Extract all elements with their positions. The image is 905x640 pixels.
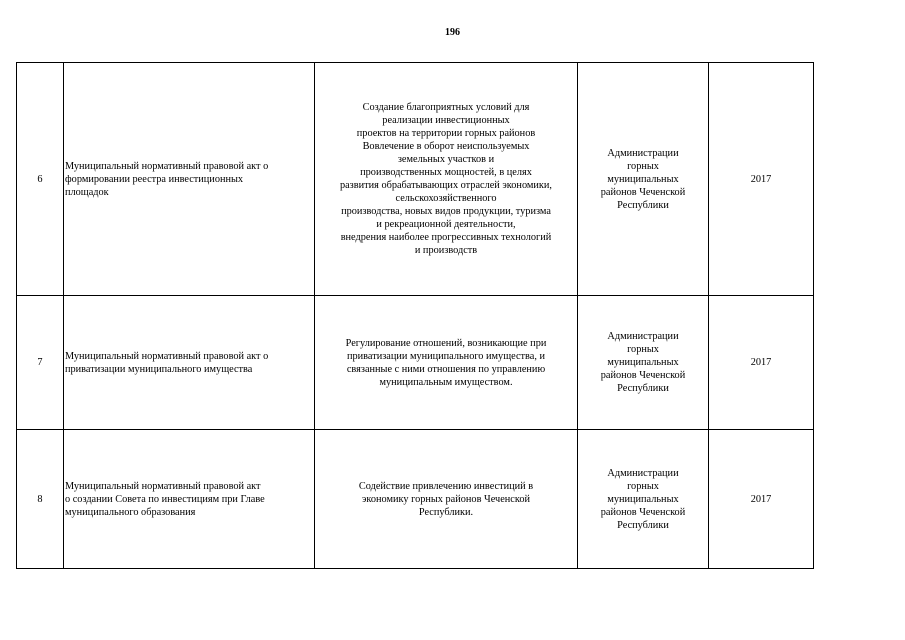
text-line: районов Чеченской xyxy=(600,370,686,381)
text-line: Администрации xyxy=(607,331,679,342)
text-line: приватизации муниципального имущества xyxy=(65,363,253,375)
text-line: внедрения наиболее прогрессивных технологий xyxy=(340,232,552,243)
text-line: Республики xyxy=(617,199,669,211)
row-number-cell: 8 xyxy=(17,430,64,569)
text-line: реализации инвестиционных xyxy=(382,115,510,126)
text-line: и производств xyxy=(414,245,478,256)
text-line: производственных мощностей, в целях xyxy=(360,167,532,178)
text-line: Республики xyxy=(617,519,669,531)
row-number-cell: 7 xyxy=(17,296,64,430)
text-line: Вовлечение в оборот неиспользуемых xyxy=(362,141,530,152)
table-row xyxy=(17,430,814,569)
year-cell: 2017 xyxy=(709,296,814,430)
table-row xyxy=(17,296,814,430)
text-line: Муниципальный нормативный правовой акт xyxy=(65,480,261,492)
text-line: проектов на территории горных районов xyxy=(356,128,536,139)
text-line: Муниципальный нормативный правовой акт о xyxy=(65,350,269,362)
text-line: горных xyxy=(627,344,659,355)
text-line: экономику горных районов Чеченской xyxy=(362,493,530,505)
page-number: 196 xyxy=(445,27,460,38)
row-number-cell: 6 xyxy=(17,63,64,296)
text-line: Регулирование отношений, возникающие при xyxy=(345,337,547,349)
text-line: сельскохозяйственного xyxy=(395,193,497,204)
goal-cell xyxy=(315,430,578,569)
act-name-cell xyxy=(64,430,315,569)
goal-cell xyxy=(315,63,578,296)
text-line: развития обрабатывающих отраслей экономики, xyxy=(339,180,553,191)
text-line: площадок xyxy=(65,186,109,198)
text-line: горных xyxy=(627,160,659,172)
goal-cell xyxy=(315,296,578,430)
text-line: Республики. xyxy=(418,506,474,518)
text-line: муниципальных xyxy=(607,357,679,368)
text-line: связанные с ними отношения по управлению xyxy=(346,363,546,375)
text-line: Муниципальный нормативный правовой акт о xyxy=(65,160,269,172)
year-cell: 2017 xyxy=(709,63,814,296)
responsible-cell xyxy=(578,430,709,569)
text-line: Содействие привлечению инвестиций в xyxy=(358,480,534,492)
text-line: муниципальным имуществом. xyxy=(379,376,513,388)
text-line: Создание благоприятных условий для xyxy=(362,102,530,113)
measures-table xyxy=(16,62,814,569)
text-line: формировании реестра инвестиционных xyxy=(65,173,244,185)
year-cell: 2017 xyxy=(709,430,814,569)
text-line: Администрации xyxy=(607,147,679,159)
text-line: и рекреационной деятельности, xyxy=(376,219,516,230)
act-name-cell xyxy=(64,296,315,430)
text-line: муниципальных xyxy=(607,173,679,185)
text-line: районов Чеченской xyxy=(600,506,686,518)
text-line: Администрации xyxy=(607,467,679,479)
responsible-cell xyxy=(578,296,709,430)
text-line: приватизации муниципального имущества, и xyxy=(347,350,545,362)
text-line: горных xyxy=(627,480,659,492)
text-line: земельных участков и xyxy=(397,154,495,165)
responsible-cell xyxy=(578,63,709,296)
text-line: производства, новых видов продукции, туризма xyxy=(341,206,551,217)
text-line: муниципального образования xyxy=(65,506,196,518)
text-line: Республики xyxy=(617,383,669,394)
table-row xyxy=(17,63,814,296)
text-line: муниципальных xyxy=(607,493,679,505)
act-name-cell xyxy=(64,63,315,296)
text-line: районов Чеченской xyxy=(600,186,686,198)
text-line: о создании Совета по инвестициям при Главе xyxy=(65,493,265,505)
